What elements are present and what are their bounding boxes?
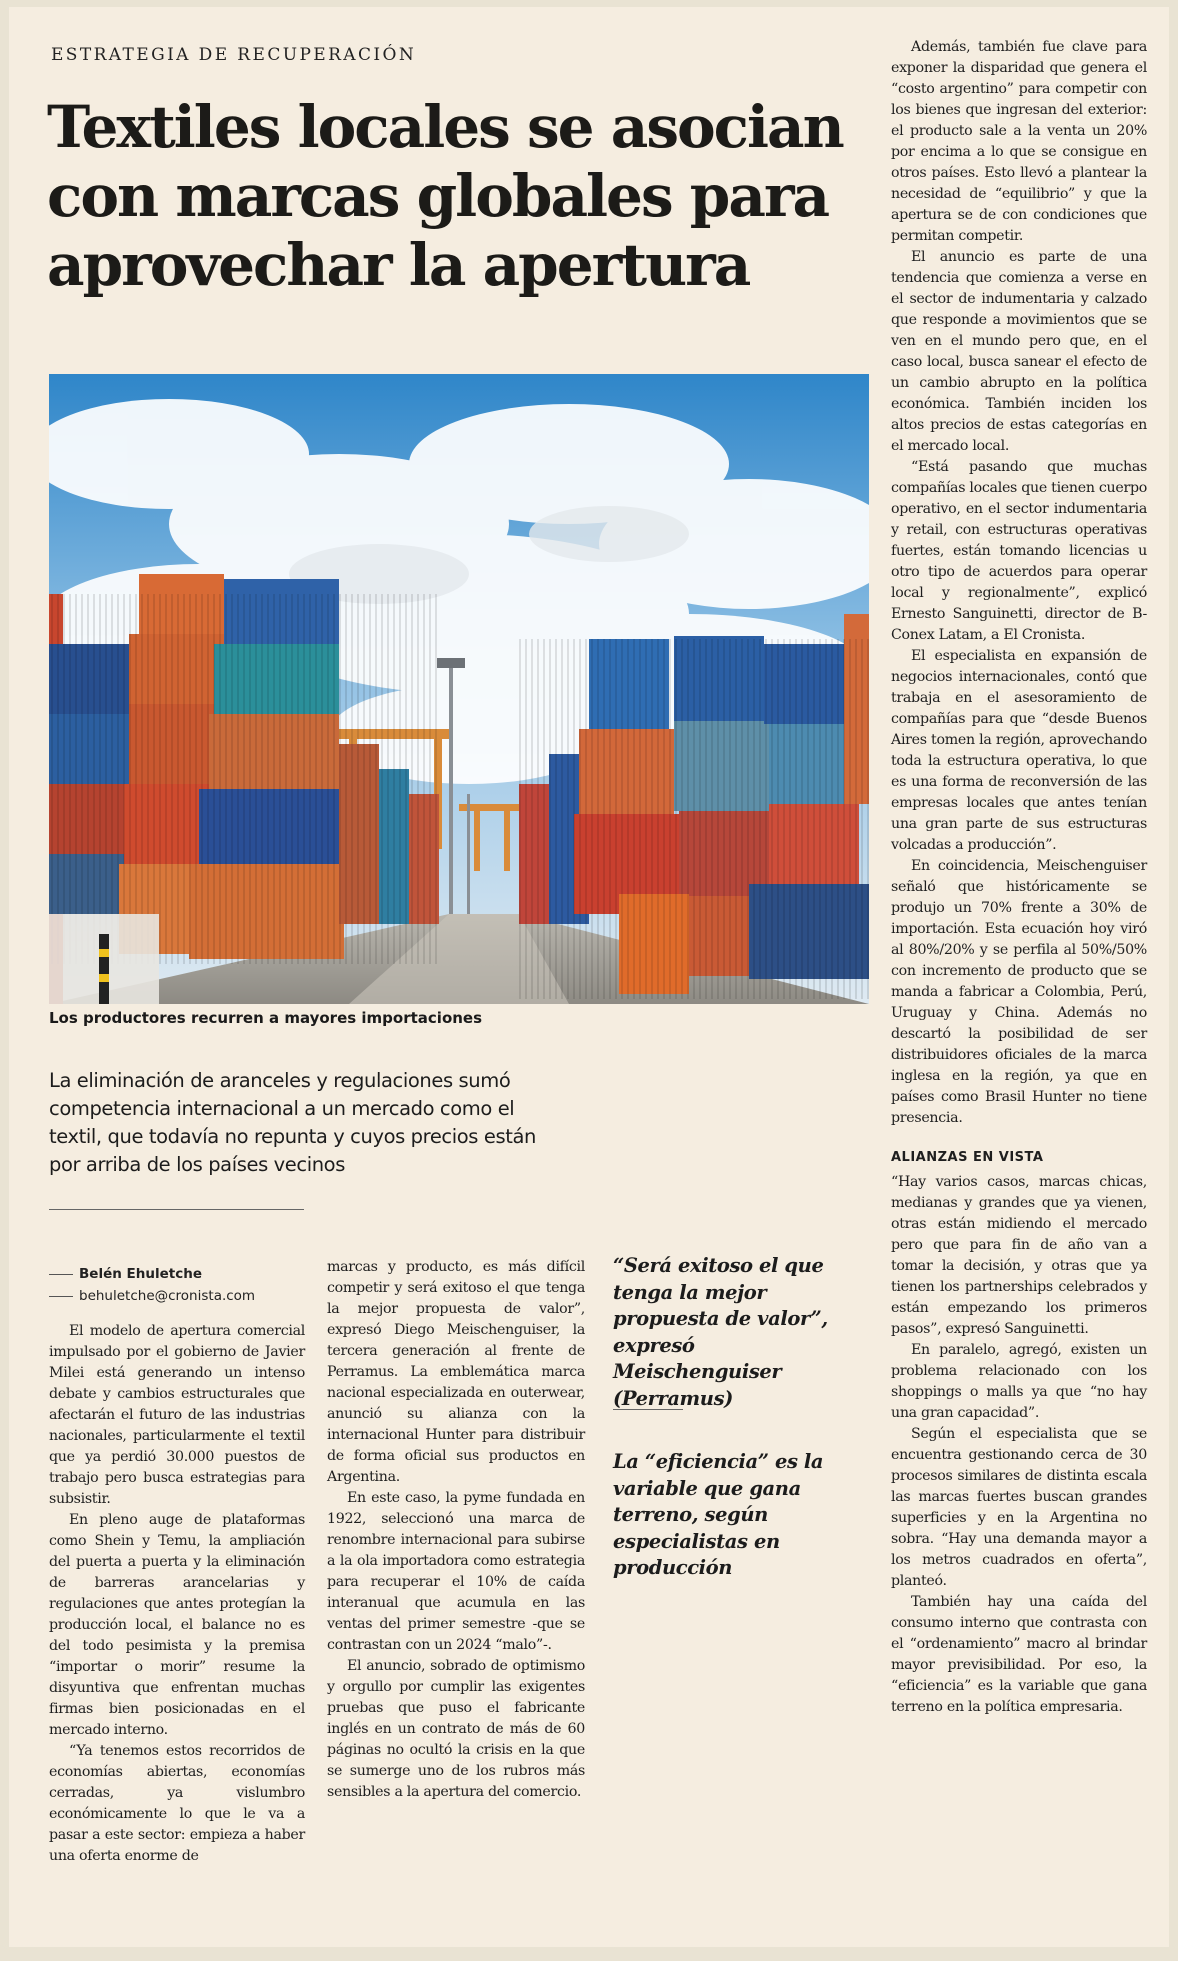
body-paragraph: “Hay varios casos, marcas chicas, medianas y grandes que ya vienen, otras están midiendo el mercado pero que para fin de año van a tomar la decisión, y otras que ya tienen los partnerships celebrados y están empezando los primeros pasos”, expresó Sanguinetti. [891, 1174, 1147, 1337]
body-paragraph: En paralelo, agregó, existen un problema relacionado con los shoppings o malls ya que “no hay una gran capacidad”. [891, 1342, 1147, 1421]
article-column-2 [327, 1257, 585, 1803]
body-paragraph: Además, también fue clave para exponer la disparidad que genera el “costo argentino” para competir con los bienes que ingresan del exterior: el producto sale a la venta un 20% por encima a lo que se consigue en otros países. Esto llevó a plantear la necesidad de “equilibrio” y que la apertura se de con condiciones que permitan competir. [891, 39, 1147, 244]
body-paragraph: Según el especialista que se encuentra gestionando cerca de 30 procesos similares de distinta escala las marcas fuertes buscan grandes superficies y en la Argentina no sobra. “Hay una demanda mayor a los metros cuadrados en oferta”, planteó. [891, 1426, 1147, 1589]
body-paragraph: En este caso, la pyme fundada en 1922, seleccionó una marca de renombre internacional para subirse a la ola importadora como estrategia para recuperar el 10% de caída interanual que acumula en las ventas del primer semestre -que se contrastan con un 2024 “malo”-. [327, 1490, 585, 1653]
author-email: behuletche@cronista.com [79, 1288, 256, 1304]
photo-caption: Los productores recurren a mayores importaciones [49, 1009, 483, 1027]
left-container-stacks [49, 574, 439, 1004]
byline [49, 1263, 309, 1307]
right-container-stacks [519, 614, 869, 999]
body-paragraph: “Está pasando que muchas compañías locales que tienen cuerpo operativo, en el sector indumentaria y retail, con estructuras operativas fuertes, están tomando licencias u otro tipo de acuerdos para operar local y regionalmente”, explicó Ernesto Sanguinetti, director de B-Conex Latam, a El Cronista. [891, 459, 1147, 643]
body-paragraph: “Ya tenemos estos recorridos de economías abiertas, economías cerradas, ya vislumbro económicamente lo que le va a pasar a este sector: empieza a haber una oferta enorme de [49, 1743, 305, 1864]
article-column-4 [891, 37, 1147, 1718]
lead-divider [49, 1209, 304, 1210]
body-paragraph: El anuncio, sobrado de optimismo y orgullo por cumplir las exigentes pruebas que puso el fabricante inglés en un contrato de más de 60 páginas no ocultó la crisis en la que se sumerge uno de los rubros más sensibles a la apertura del comercio. [327, 1658, 585, 1800]
body-paragraph: En pleno auge de plataformas como Shein y Temu, la ampliación del puerta a puerta y la eliminación de barreras arancelarias y regulaciones que antes protegían la producción local, el balance no es del todo pesimista y la premisa “importar o morir” resume la disyuntiva que enfrentan muchas firmas bien posicionadas en el mercado interno. [49, 1512, 305, 1738]
container-port-photo [49, 374, 869, 1004]
author-name: Belén Ehuletche [79, 1266, 202, 1282]
headline: Textiles locales se asocian con marcas globales para aprovechar la apertura [47, 93, 843, 299]
article-column-1 [49, 1321, 305, 1867]
section-label: ESTRATEGIA DE RECUPERACIÓN [51, 45, 417, 65]
subheading: ALIANZAS EN VISTA [891, 1150, 1044, 1165]
body-paragraph: El especialista en expansión de negocios internacionales, contó que trabaja en el asesoramiento de compañías para que “desde Buenos Aires tomen la región, aprovechando toda la estructura operativa, lo que es una forma de reconversión de las empresas locales que antes tenían una gran parte de sus estructuras volcadas a producción”. [891, 648, 1147, 853]
quote-divider [613, 1409, 683, 1410]
body-paragraph: marcas y producto, es más difícil competir y será exitoso el que tenga la mejor propuesta de valor”, expresó Diego Meischenguiser, la tercera generación al frente de Perramus. La emblemática marca nacional especializada en outerwear, anunció su alianza con la internacional Hunter para distribuir de forma oficial sus productos en Argentina. [327, 1259, 585, 1485]
body-paragraph: También hay una caída del consumo interno que contrasta con el “ordenamiento” macro al brindar mayor previsibilidad. Por eso, la “eficiencia” es la variable que gana terreno en la política empresaria. [891, 1594, 1147, 1715]
byline-dash [49, 1296, 73, 1297]
newspaper-page [9, 7, 1169, 1947]
body-paragraph: El modelo de apertura comercial impulsado por el gobierno de Javier Milei está generando un intenso debate y cambios estructurales que afectarán el futuro de las industrias nacionales, particularmente el textil que ya perdió 30.000 puestos de trabajo pero busca estrategias para subsistir. [49, 1323, 305, 1507]
pull-quote-2: La “eficiencia” es la variable que gana terreno, según especialistas en producción [613, 1450, 824, 1579]
lead-paragraph: La eliminación de aranceles y regulaciones sumó competencia internacional a un mercado como el textil, que todavía no repunta y cuyos precios están por arriba de los países vecinos [49, 1069, 536, 1176]
body-paragraph: El anuncio es parte de una tendencia que comienza a verse en el sector de indumentaria y calzado que responde a movimientos que se ven en el mundo pero que, en el caso local, busca sanear el efecto de un cambio abrupto en la política económica. También inciden los altos precios de estas categorías en el mercado local. [891, 249, 1147, 454]
pull-quote-1: “Será exitoso el que tenga la mejor propuesta de valor”, expresó Meischenguiser (Perramus) [613, 1254, 828, 1410]
body-paragraph: En coincidencia, Meischenguiser señaló que históricamente se produjo un 70% frente a 30% de importación. Esta ecuación hoy viró al 80%/20% y se perfila al 50%/50% con incremento de producto que se manda a fabricar a Colombia, Perú, Uruguay y China. Además no descartó la posibilidad de ser distribuidores oficiales de la marca inglesa en la región, ya que en países como Brasil Hunter no tiene presencia. [891, 858, 1147, 1126]
byline-dash [49, 1274, 73, 1275]
